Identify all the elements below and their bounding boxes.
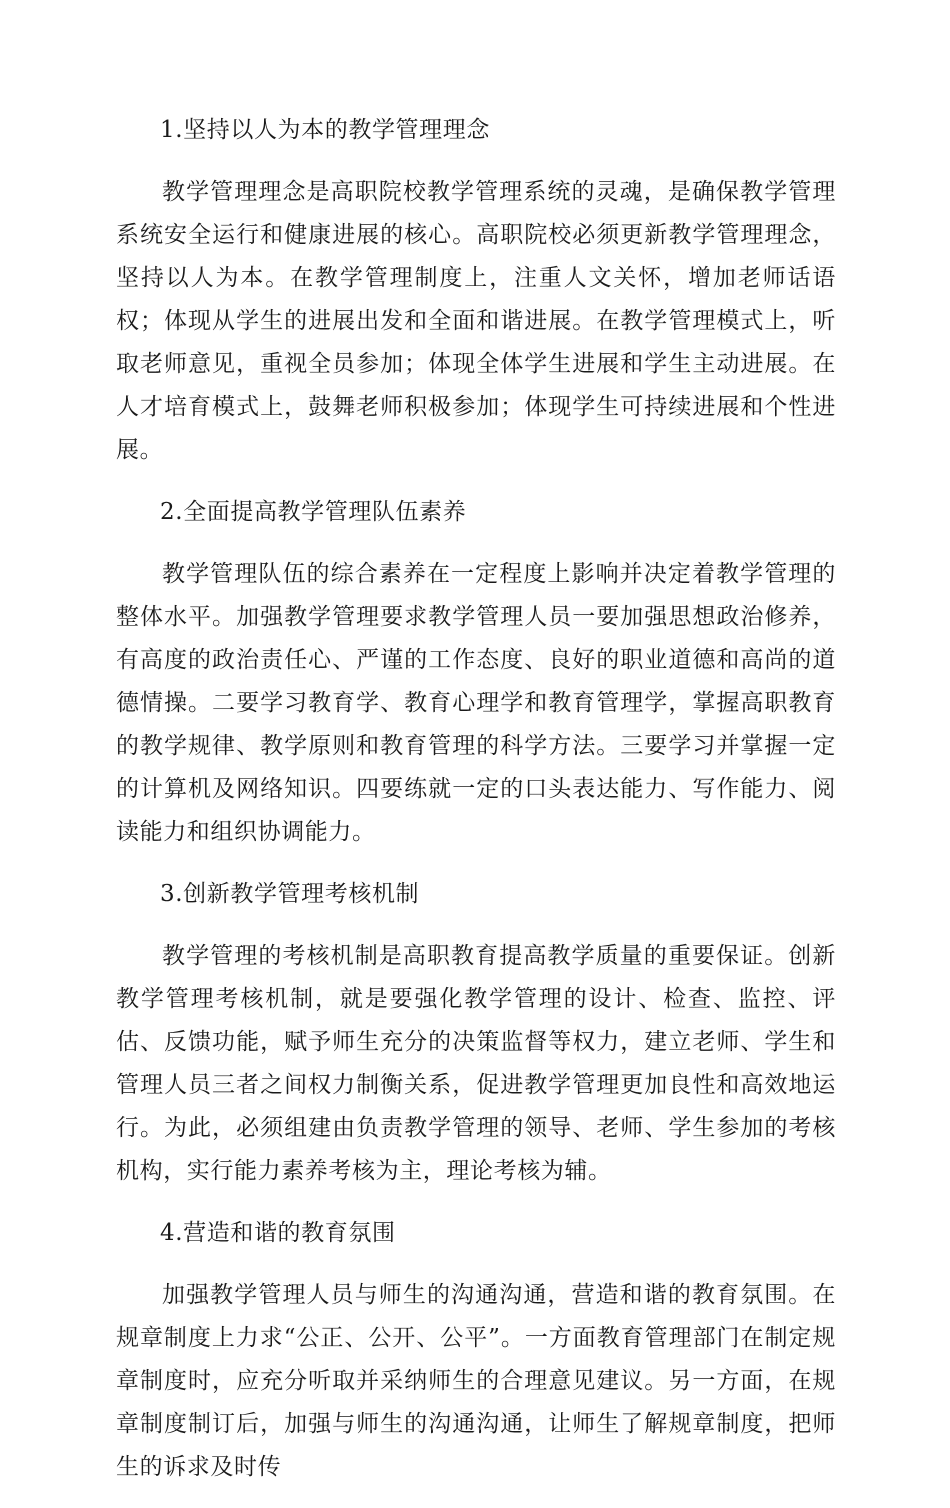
section-heading-1: 1.坚持以人为本的教学管理理念 (160, 117, 490, 143)
section-heading-2: 2.全面提高教学管理队伍素养 (160, 499, 467, 525)
section-heading-3: 3.创新教学管理考核机制 (160, 881, 420, 907)
section-heading-4: 4.营造和谐的教育氛围 (160, 1220, 396, 1246)
document-body (116, 109, 836, 1508)
section-paragraph-1: 教学管理理念是高职院校教学管理系统的灵魂，是确保教学管理系统安全运行和健康进展的核心。高职院校必须更新教学管理理念，坚持以人为本。在教学管理制度上，注重人文关怀，增加老师话语权；体现从学生的进展出发和全面和谐进展。在教学管理模式上，听取老师意见，重视全员参加；体现全体学生进展和学生主动进展。在人才培育模式上，鼓舞老师积极参加；体现学生可持续进展和个性进展。 (116, 179, 836, 463)
section-paragraph-2: 教学管理队伍的综合素养在一定程度上影响并决定着教学管理的整体水平。加强教学管理要求教学管理人员一要加强思想政治修养，有高度的政治责任心、严谨的工作态度、良好的职业道德和高尚的道德情操。二要学习教育学、教育心理学和教育管理学，掌握高职教育的教学规律、教学原则和教育管理的科学方法。三要学习并掌握一定的计算机及网络知识。四要练就一定的口头表达能力、写作能力、阅读能力和组织协调能力。 (116, 561, 836, 845)
section-paragraph-4: 加强教学管理人员与师生的沟通沟通，营造和谐的教育氛围。在规章制度上力求“公正、公开、公平”。一方面教育管理部门在制定规章制度时，应充分听取并采纳师生的合理意见建议。另一方面，在规章制度制订后，加强与师生的沟通沟通，让师生了解规章制度，把师生的诉求及时传 (116, 1282, 836, 1480)
section-paragraph-3: 教学管理的考核机制是高职教育提高教学质量的重要保证。创新教学管理考核机制，就是要强化教学管理的设计、检查、监控、评估、反馈功能，赋予师生充分的决策监督等权力，建立老师、学生和管理人员三者之间权力制衡关系，促进教学管理更加良性和高效地运行。为此，必须组建由负责教学管理的领导、老师、学生参加的考核机构，实行能力素养考核为主，理论考核为辅。 (116, 943, 836, 1184)
